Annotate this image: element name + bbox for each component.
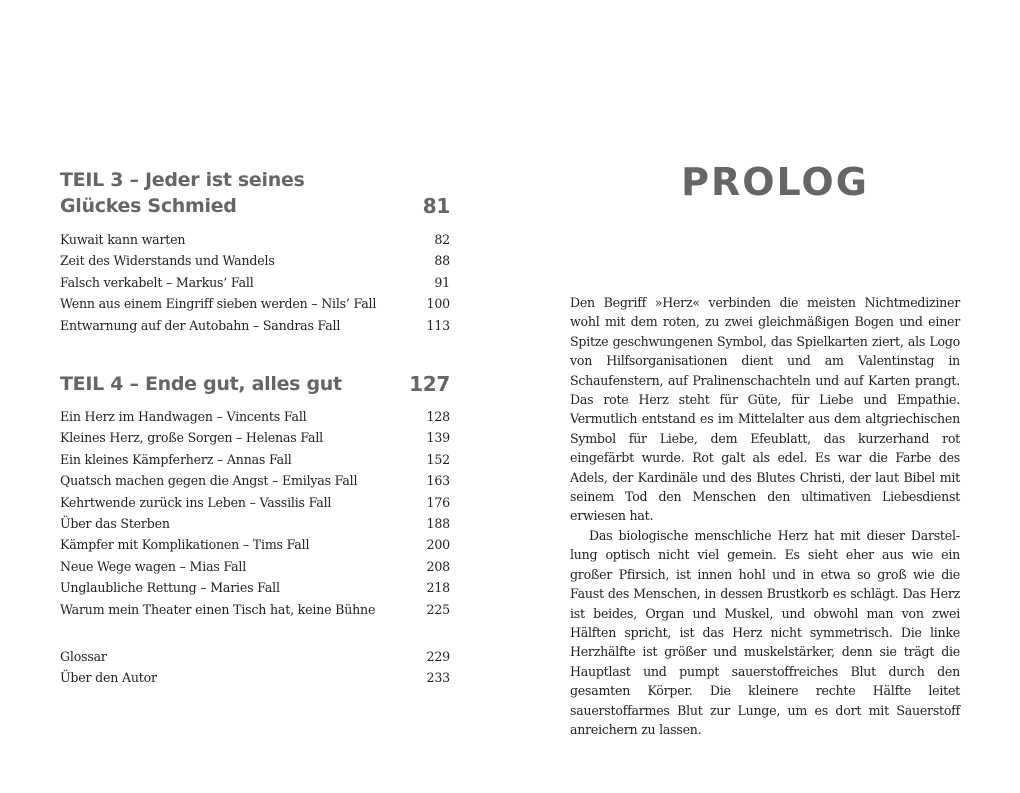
toc-entry-page: 176 [426, 494, 450, 510]
toc-entry[interactable] [60, 599, 450, 620]
toc-entries [60, 406, 450, 620]
toc-entry-page: 163 [426, 473, 450, 489]
toc-entry-page: 233 [426, 670, 450, 686]
toc-entry-ueber-den-autor[interactable] [60, 667, 450, 688]
toc-part-page: 127 [409, 372, 450, 396]
toc-entry-title: Unglaubliche Rettung – Maries Fall [60, 580, 280, 596]
toc-entry-page: 208 [426, 558, 450, 574]
toc-entry-page: 88 [434, 253, 450, 269]
toc-entry-glossar[interactable] [60, 646, 450, 667]
toc-entry-title: Über den Autor [60, 670, 157, 686]
toc-entry[interactable] [60, 250, 450, 271]
toc-entry[interactable] [60, 534, 450, 555]
toc-entry-title: Warum mein Theater einen Tisch hat, keine Bühne [60, 601, 376, 617]
toc-entry-page: 82 [434, 232, 450, 247]
chapter-body [570, 293, 960, 739]
toc-entry-page: 200 [426, 537, 450, 553]
toc-part-3 [60, 167, 450, 336]
toc-entry-page: 91 [434, 274, 450, 290]
toc-entry-title: Kehrtwende zurück ins Leben – Vassilis Fall [60, 494, 332, 510]
toc-entry-title: Entwarnung auf der Autobahn – Sandras Fall [60, 317, 341, 333]
paragraph: Das biologische menschliche Herz hat mit dieser Darstellung optisch nicht viel gemein. Es sieht eher aus wie ein großer Pfirsich, ist innen hohl und in etwa so groß wie die Faust des Menschen, in dessen Brustkorb es schlägt. Das Herz ist beides, Organ und Muskel, und obwohl man von zwei Hälften spricht, ist das Herz nicht symmetrisch. Die linke Herzhälfte ist größer und muskelstärker, denn sie trägt die Hauptlast und pumpt sauerstoffreiches Blut durch den gesamten Körper. Die kleinere rechte Hälfte leitet sauerstoffarmes Blut zur Lunge, um es dort mit Sauerstoff anreichern zu lassen. [570, 527, 960, 737]
toc-entry-page: 113 [426, 317, 450, 333]
toc-entry-page: 218 [426, 580, 450, 596]
toc-part-4 [60, 371, 450, 620]
toc-entry[interactable] [60, 577, 450, 598]
toc-entry-page: 188 [426, 516, 450, 532]
toc-entry[interactable] [60, 492, 450, 513]
toc-part-title: TEIL 3 – Jeder ist seines Glückes Schmied [60, 169, 305, 217]
toc-entry-page: 229 [426, 649, 450, 664]
toc-entry[interactable] [60, 293, 450, 314]
toc-entry-title: Kleines Herz, große Sorgen – Helenas Fall [60, 430, 323, 446]
toc-entry-title: Ein Herz im Handwagen – Vincents Fall [60, 409, 307, 424]
toc-entry-title: Kämpfer mit Komplikationen – Tims Fall [60, 537, 310, 553]
toc-entry[interactable] [60, 272, 450, 293]
toc-entry[interactable] [60, 315, 450, 336]
toc-entry-page: 225 [426, 601, 450, 617]
toc-entry[interactable] [60, 229, 450, 250]
toc-entry[interactable] [60, 449, 450, 470]
toc-entry-page: 128 [426, 409, 450, 424]
toc-entries [60, 229, 450, 336]
toc-entry-page: 100 [426, 296, 450, 312]
toc-entry[interactable] [60, 556, 450, 577]
toc-entry[interactable] [60, 406, 450, 427]
toc-entry-title: Zeit des Widerstands und Wandels [60, 253, 275, 269]
prolog-page [510, 0, 1020, 793]
toc-entry-title: Ein kleines Kämpferherz – Annas Fall [60, 451, 292, 467]
toc-entry-title: Wenn aus einem Eingriff sieben werden – Nils’ Fall [60, 296, 377, 312]
toc-part-title: TEIL 4 – Ende gut, alles gut [60, 373, 342, 395]
toc-entry[interactable] [60, 470, 450, 491]
paragraph: Den Begriff »Herz« verbinden die meisten Nichtmediziner wohl mit dem roten, zu zwei gleichmäßigen Bogen und einer Spitze geschwungenen Symbol, das Spielkarten ziert, als Logo von Hilfsorganisationen dient und am Valentinstag in Schaufenstern, auf Pralinenschachteln und auf Karten prangt. Das rote Herz steht für Güte, für Liebe und Empathie. Vermutlich entstand es im Mittelalter aus dem altgriechischen Symbol für Liebe, dem Efeublatt, das kurzerhand rot eingefärbt wurde. Rot galt als edel. Es war die Farbe des Adels, der Kardinäle und des Blutes Christi, der laut Bibel mit seinem Tod den Menschen den ultimativen Liebesdienst erwiesen hat. [570, 295, 960, 524]
toc-appendix [60, 646, 450, 689]
toc-part-heading [60, 371, 450, 397]
toc-entry-title: Kuwait kann warten [60, 232, 186, 247]
toc-entry-title: Quatsch machen gegen die Angst – Emilyas Fall [60, 473, 358, 489]
toc-entry-page: 139 [426, 430, 450, 446]
toc-entry[interactable] [60, 427, 450, 448]
toc-part-page: 81 [422, 194, 450, 218]
toc-entry-page: 152 [426, 451, 450, 467]
toc-part-heading [60, 167, 450, 219]
toc-entry-title: Über das Sterben [60, 516, 170, 532]
toc-entry-title: Neue Wege wagen – Mias Fall [60, 558, 247, 574]
toc-entry-title: Falsch verkabelt – Markus’ Fall [60, 274, 254, 290]
chapter-title: PROLOG [681, 160, 869, 204]
toc-entry-title: Glossar [60, 649, 107, 664]
toc-entry[interactable] [60, 513, 450, 534]
